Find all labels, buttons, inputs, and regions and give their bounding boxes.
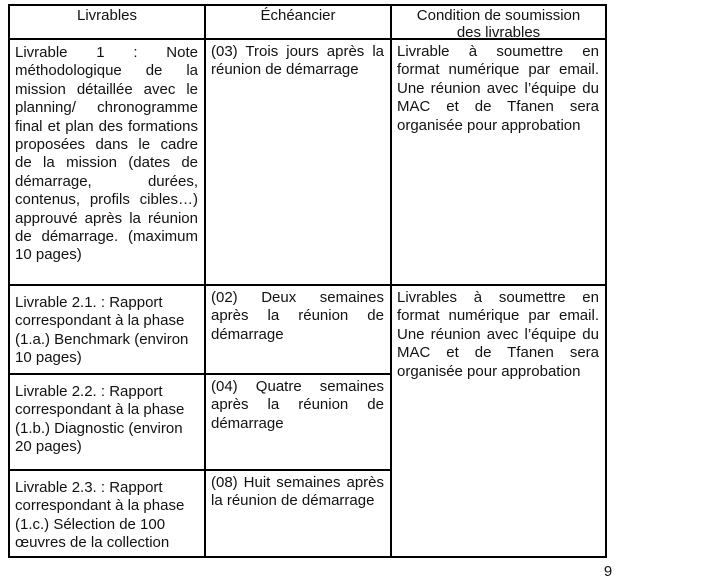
- cell-condition-livrable-1: Livrable à soumettre en format numérique par email. Une réunion avec l’équipe du MAC et de Tfanen sera organisée pour approbation: [392, 40, 605, 286]
- cell-livrable-2-1: Livrable 2.1. : Rapport correspondant à la phase (1.a.) Benchmark (environ 10 pages): [10, 286, 206, 375]
- cell-echeancier-livrable-2-3: (08) Huit semaines après la réunion de démarrage: [206, 471, 392, 556]
- table-header-echeancier: Échéancier: [206, 6, 392, 40]
- deliverables-table: [8, 4, 607, 558]
- cell-livrable-2-2: Livrable 2.2. : Rapport correspondant à la phase (1.b.) Diagnostic (environ 20 pages): [10, 375, 206, 471]
- cell-livrable-2-3: Livrable 2.3. : Rapport correspondant à la phase (1.c.) Sélection de 100 œuvres de la collection: [10, 471, 206, 556]
- cell-echeancier-livrable-1: (03) Trois jours après la réunion de démarrage: [206, 40, 392, 286]
- cell-echeancier-livrable-2-2: (04) Quatre semaines après la réunion de démarrage: [206, 375, 392, 471]
- page-number: 9: [603, 563, 613, 580]
- cell-echeancier-livrable-2-1: (02) Deux semaines après la réunion de démarrage: [206, 286, 392, 375]
- cell-condition-livrables-2: Livrables à soumettre en format numérique par email. Une réunion avec l’équipe du MAC et de Tfanen sera organisée pour approbation: [397, 289, 599, 380]
- table-header-livrables: Livrables: [10, 6, 206, 40]
- cell-livrable-1: Livrable 1 : Note méthodologique de la mission détaillée avec le planning/ chronogramme final et plan des formations proposées dans le cadre de la mission (dates de démarrage, durées, contenus, profils cibles…) approuvé après la réunion de démarrage. (maximum 10 pages): [10, 40, 206, 286]
- table-header-condition-soumission: Condition de soumission des livrables: [392, 6, 605, 40]
